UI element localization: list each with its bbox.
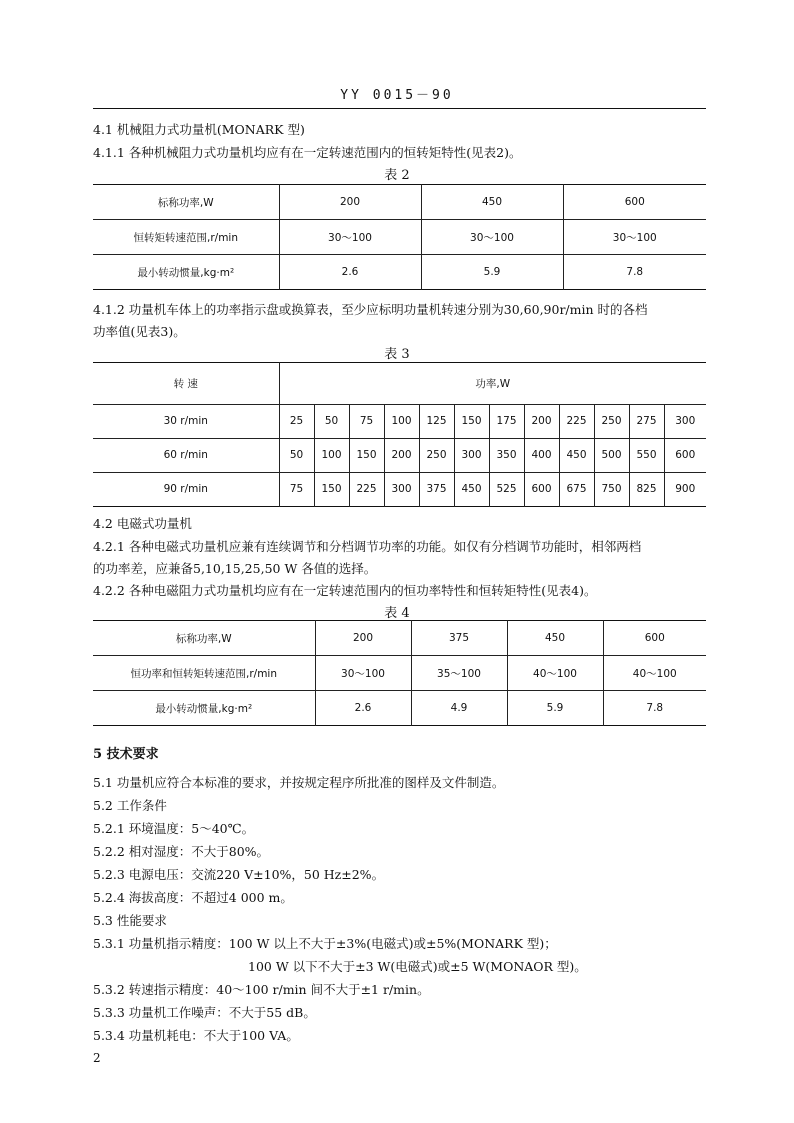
table-cell: 标称功率,W <box>175 632 232 645</box>
section-4-1-2-line1: 4.1.2 功量机车体上的功率指示盘或换算表，至少应标明功量机转速分别为30,60,90r/min 时的各档 <box>93 302 648 317</box>
table-cell: 100 <box>384 404 419 438</box>
table-cell: 2.6 <box>279 255 421 290</box>
table-cell: 225 <box>349 472 384 506</box>
table-cell: 25 <box>279 404 314 438</box>
table-cell: 75 <box>349 404 384 438</box>
table-cell: 200 <box>315 621 411 656</box>
table-row <box>93 404 706 438</box>
table-cell: 175 <box>489 404 524 438</box>
table-row <box>93 438 706 472</box>
section-4-1-title: 4.1 机械阻力式功量机(MONARK 型) <box>93 122 305 137</box>
table-3 <box>93 362 706 507</box>
table-4 <box>93 620 706 726</box>
table-cell: 675 <box>559 472 594 506</box>
table-cell: 400 <box>524 438 559 472</box>
table-cell: 300 <box>454 438 489 472</box>
table-2 <box>93 184 706 290</box>
table-cell: 30～100 <box>421 220 563 255</box>
section-4-2-title: 4.2 电磁式功量机 <box>93 516 192 531</box>
table-cell: 450 <box>421 185 563 220</box>
document-code: YY 0015－90 <box>340 88 454 103</box>
table-cell: 750 <box>594 472 629 506</box>
table-cell: 最小转动惯量,kg·m² <box>93 691 315 726</box>
section-4-2-2: 4.2.2 各种电磁阻力式功量机均应有在一定转速范围内的恒功率特性和恒转矩特性(见表4)。 <box>93 583 597 598</box>
table-row <box>93 255 706 290</box>
table-3-caption: 表 3 <box>384 347 410 362</box>
section-5-2-4: 5.2.4 海拔高度：不超过4 000 m。 <box>93 890 293 905</box>
table-cell: 5.9 <box>507 691 603 726</box>
table-cell: 500 <box>594 438 629 472</box>
speed-cell: 60 r/min <box>93 438 279 472</box>
table-cell: 30～100 <box>279 220 421 255</box>
table-cell: 50 <box>279 438 314 472</box>
section-5-heading: 5 技术要求 <box>93 747 159 762</box>
table-cell: 375 <box>419 472 454 506</box>
table-cell: 2.6 <box>315 691 411 726</box>
section-5-2-1: 5.2.1 环境温度：5～40℃。 <box>93 821 255 836</box>
table-cell: 7.8 <box>603 691 706 726</box>
table-cell: 600 <box>524 472 559 506</box>
table-cell: 275 <box>629 404 664 438</box>
table-row <box>93 621 706 656</box>
section-5-2: 5.2 工作条件 <box>93 798 167 813</box>
table-cell: 250 <box>594 404 629 438</box>
table-cell: 150 <box>349 438 384 472</box>
section-5-3-1: 5.3.1 功量机指示精度：100 W 以上不大于±3%(电磁式)或±5%(MONARK 型)； <box>93 936 557 951</box>
table-cell: 825 <box>629 472 664 506</box>
table-cell: 100 <box>314 438 349 472</box>
section-5-2-3: 5.2.3 电源电压：交流220 V±10%，50 Hz±2%。 <box>93 867 385 882</box>
header-rule <box>93 108 706 109</box>
table-cell: 恒功率和恒转矩转速范围,r/min <box>93 656 315 691</box>
table-cell: 30～100 <box>315 656 411 691</box>
section-4-1-1: 4.1.1 各种机械阻力式功量机均应有在一定转速范围内的恒转矩特性(见表2)。 <box>93 145 522 160</box>
speed-cell: 30 r/min <box>93 404 279 438</box>
page-number: 2 <box>93 1051 101 1065</box>
section-4-1-2-line2: 功率值(见表3)。 <box>93 324 186 339</box>
table-cell: 900 <box>664 472 706 506</box>
table-cell: 200 <box>524 404 559 438</box>
table-cell: 600 <box>664 438 706 472</box>
section-5-3-3: 5.3.3 功量机工作噪声：不大于55 dB。 <box>93 1005 316 1020</box>
table-cell: 35～100 <box>411 656 507 691</box>
section-5-3: 5.3 性能要求 <box>93 913 167 928</box>
table-cell: 375 <box>411 621 507 656</box>
table-cell: 标称功率,W <box>157 196 214 209</box>
table-cell: 300 <box>664 404 706 438</box>
table-cell: 150 <box>314 472 349 506</box>
table-cell: 40～100 <box>603 656 706 691</box>
table-cell: 550 <box>629 438 664 472</box>
section-4-2-1-line2: 的功率差，应兼备5,10,15,25,50 W 各值的选择。 <box>93 561 377 576</box>
section-5-3-4: 5.3.4 功量机耗电：不大于100 VA。 <box>93 1028 299 1043</box>
table-cell: 600 <box>603 621 706 656</box>
table-cell: 最小转动惯量,kg·m² <box>93 255 279 290</box>
table-cell: 恒转矩转速范围,r/min <box>93 220 279 255</box>
table-cell: 5.9 <box>421 255 563 290</box>
table-cell: 7.8 <box>563 255 706 290</box>
table-cell: 150 <box>454 404 489 438</box>
table-cell: 450 <box>454 472 489 506</box>
speed-header: 转 速 <box>173 377 198 390</box>
table-row <box>93 185 706 220</box>
table-cell: 450 <box>507 621 603 656</box>
power-header: 功率,W <box>279 363 706 405</box>
section-5-3-1-cont: 100 W 以下不大于±3 W(电磁式)或±5 W(MONAOR 型)。 <box>248 959 587 974</box>
table-cell: 600 <box>563 185 706 220</box>
section-5-2-2: 5.2.2 相对湿度：不大于80%。 <box>93 844 270 859</box>
table-cell: 50 <box>314 404 349 438</box>
table-4-caption: 表 4 <box>384 606 410 621</box>
table-cell: 30～100 <box>563 220 706 255</box>
table-cell: 125 <box>419 404 454 438</box>
table-cell: 300 <box>384 472 419 506</box>
table-cell: 75 <box>279 472 314 506</box>
table-row <box>93 691 706 726</box>
table-cell: 450 <box>559 438 594 472</box>
table-cell: 200 <box>384 438 419 472</box>
table-cell: 4.9 <box>411 691 507 726</box>
table-header-row <box>93 363 706 405</box>
speed-cell: 90 r/min <box>93 472 279 506</box>
table-row <box>93 656 706 691</box>
table-row <box>93 472 706 506</box>
table-cell: 225 <box>559 404 594 438</box>
table-cell: 350 <box>489 438 524 472</box>
table-cell: 40～100 <box>507 656 603 691</box>
table-2-caption: 表 2 <box>384 168 410 183</box>
section-4-2-1-line1: 4.2.1 各种电磁式功量机应兼有连续调节和分档调节功率的功能。如仅有分档调节功能时，相邻两档 <box>93 539 642 554</box>
table-row <box>93 220 706 255</box>
section-5-1: 5.1 功量机应符合本标准的要求，并按规定程序所批准的图样及文件制造。 <box>93 775 505 790</box>
table-cell: 250 <box>419 438 454 472</box>
table-cell: 525 <box>489 472 524 506</box>
section-5-3-2: 5.3.2 转速指示精度：40～100 r/min 间不大于±1 r/min。 <box>93 982 430 997</box>
table-cell: 200 <box>279 185 421 220</box>
